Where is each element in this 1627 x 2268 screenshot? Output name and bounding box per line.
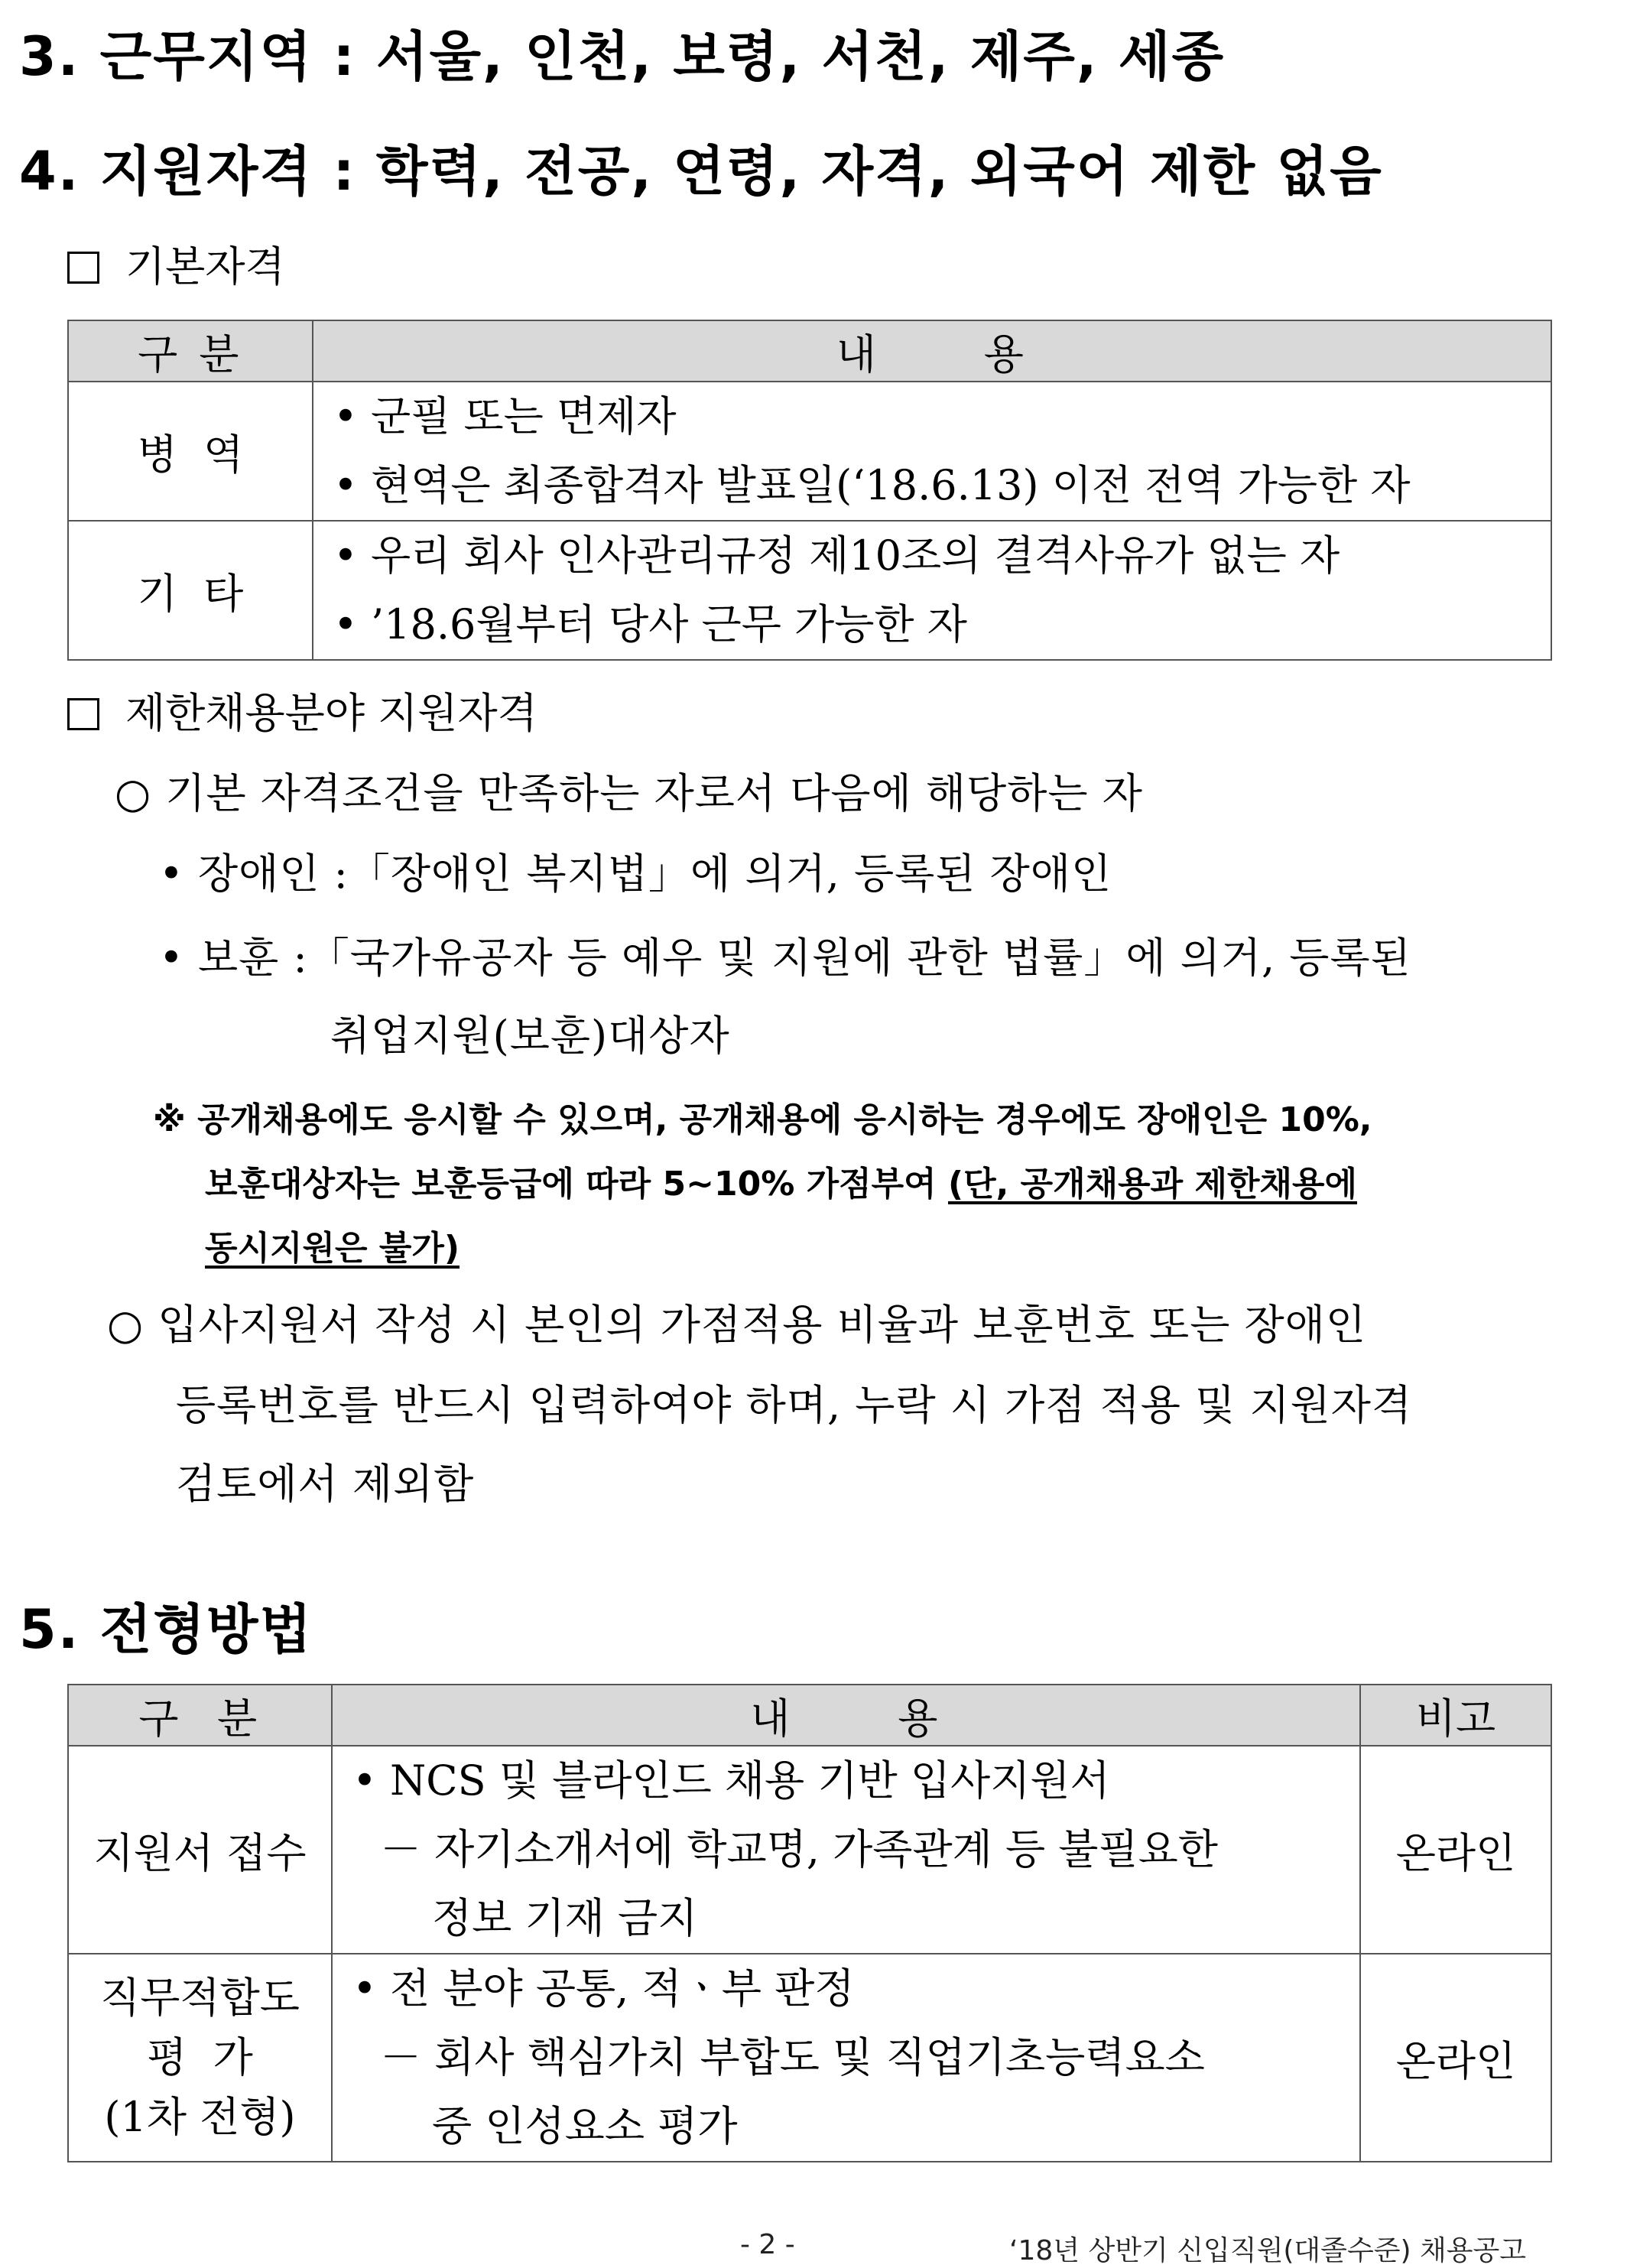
application-note-line-1: ○ 입사지원서 작성 시 본인의 가점적용 비율과 보훈번호 또는 장애인 <box>107 1301 1367 1349</box>
veteran-line: • 보훈 :「국가유공자 등 예우 및 지원에 관한 법률」에 의거, 등록된 <box>159 934 1411 982</box>
table-row <box>68 1954 1551 2162</box>
note-line-1: ※ 공개채용에도 응시할 수 있으며, 공개채용에 응시하는 경우에도 장애인은 10%, <box>153 1100 1372 1139</box>
restricted-qualification-label: 제한채용분야 지원자격 <box>67 681 537 739</box>
table-row <box>68 382 1551 521</box>
table-header-content: 내 용 <box>332 1685 1360 1746</box>
section-4-heading: 4. 지원자격 : 학력, 전공, 연령, 자격, 외국어 제한 없음 <box>19 140 1383 203</box>
table-header-content: 내 용 <box>313 320 1551 382</box>
basic-condition-line: ○ 기본 자격조건을 만족하는 자로서 다음에 해당하는 자 <box>115 769 1143 817</box>
row-category: 기 타 <box>68 521 313 660</box>
basic-qualification-label: 기본자격 <box>67 234 285 293</box>
application-note-line-2: 등록번호를 반드시 입력하여야 하며, 누락 시 가점 적용 및 지원자격 <box>176 1381 1413 1429</box>
basic-qualification-table <box>67 320 1552 661</box>
row-category: 직무적합도 평 가 (1차 전형) <box>68 1954 332 2162</box>
page-number: - 2 - <box>740 2229 795 2260</box>
row-category: 병 역 <box>68 382 313 521</box>
veteran-line-cont: 취업지원(보훈)대상자 <box>330 1012 730 1060</box>
table-row <box>68 521 1551 660</box>
disabled-line: • 장애인 :「장애인 복지법」에 의거, 등록된 장애인 <box>159 850 1112 898</box>
table-header-category: 구 분 <box>68 320 313 382</box>
row-content: • 우리 회사 인사관리규정 제10조의 결격사유가 없는 자 • ’18.6월부터 당사 근무 가능한 자 <box>313 521 1551 660</box>
row-category: 지원서 접수 <box>68 1746 332 1954</box>
table-header-note: 비고 <box>1360 1685 1551 1746</box>
footer-doc-title: ‘18년 상반기 신입직원(대졸수준) 채용공고 <box>1009 2235 1527 2266</box>
checkbox-icon <box>67 698 99 730</box>
table-row <box>68 1746 1551 1954</box>
application-note-line-3: 검토에서 제외함 <box>176 1460 475 1508</box>
row-content: • 군필 또는 면제자 • 현역은 최종합격자 발표일(‘18.6.13) 이전 전역 가능한 자 <box>313 382 1551 521</box>
row-content: • 전 분야 공통, 적ㆍ부 판정 － 회사 핵심가치 부합도 및 직업기초능력요소 중 인성요소 평가 <box>332 1954 1360 2162</box>
row-note: 온라인 <box>1360 1954 1551 2162</box>
table-header-category: 구 분 <box>68 1685 332 1746</box>
checkbox-icon <box>67 252 99 284</box>
selection-method-table <box>67 1684 1552 2162</box>
note-line-3: 동시지원은 불가) <box>205 1229 460 1268</box>
section-3-heading: 3. 근무지역 : 서울, 인천, 보령, 서천, 제주, 세종 <box>19 25 1226 88</box>
section-5-heading: 5. 전형방법 <box>19 1598 313 1661</box>
note-line-2: 보훈대상자는 보훈등급에 따라 5~10% 가점부여 (단, 공개채용과 제한채용에 <box>205 1165 1357 1204</box>
row-content: • NCS 및 블라인드 채용 기반 입사지원서 － 자기소개서에 학교명, 가족관계 등 불필요한 정보 기재 금지 <box>332 1746 1360 1954</box>
row-note: 온라인 <box>1360 1746 1551 1954</box>
